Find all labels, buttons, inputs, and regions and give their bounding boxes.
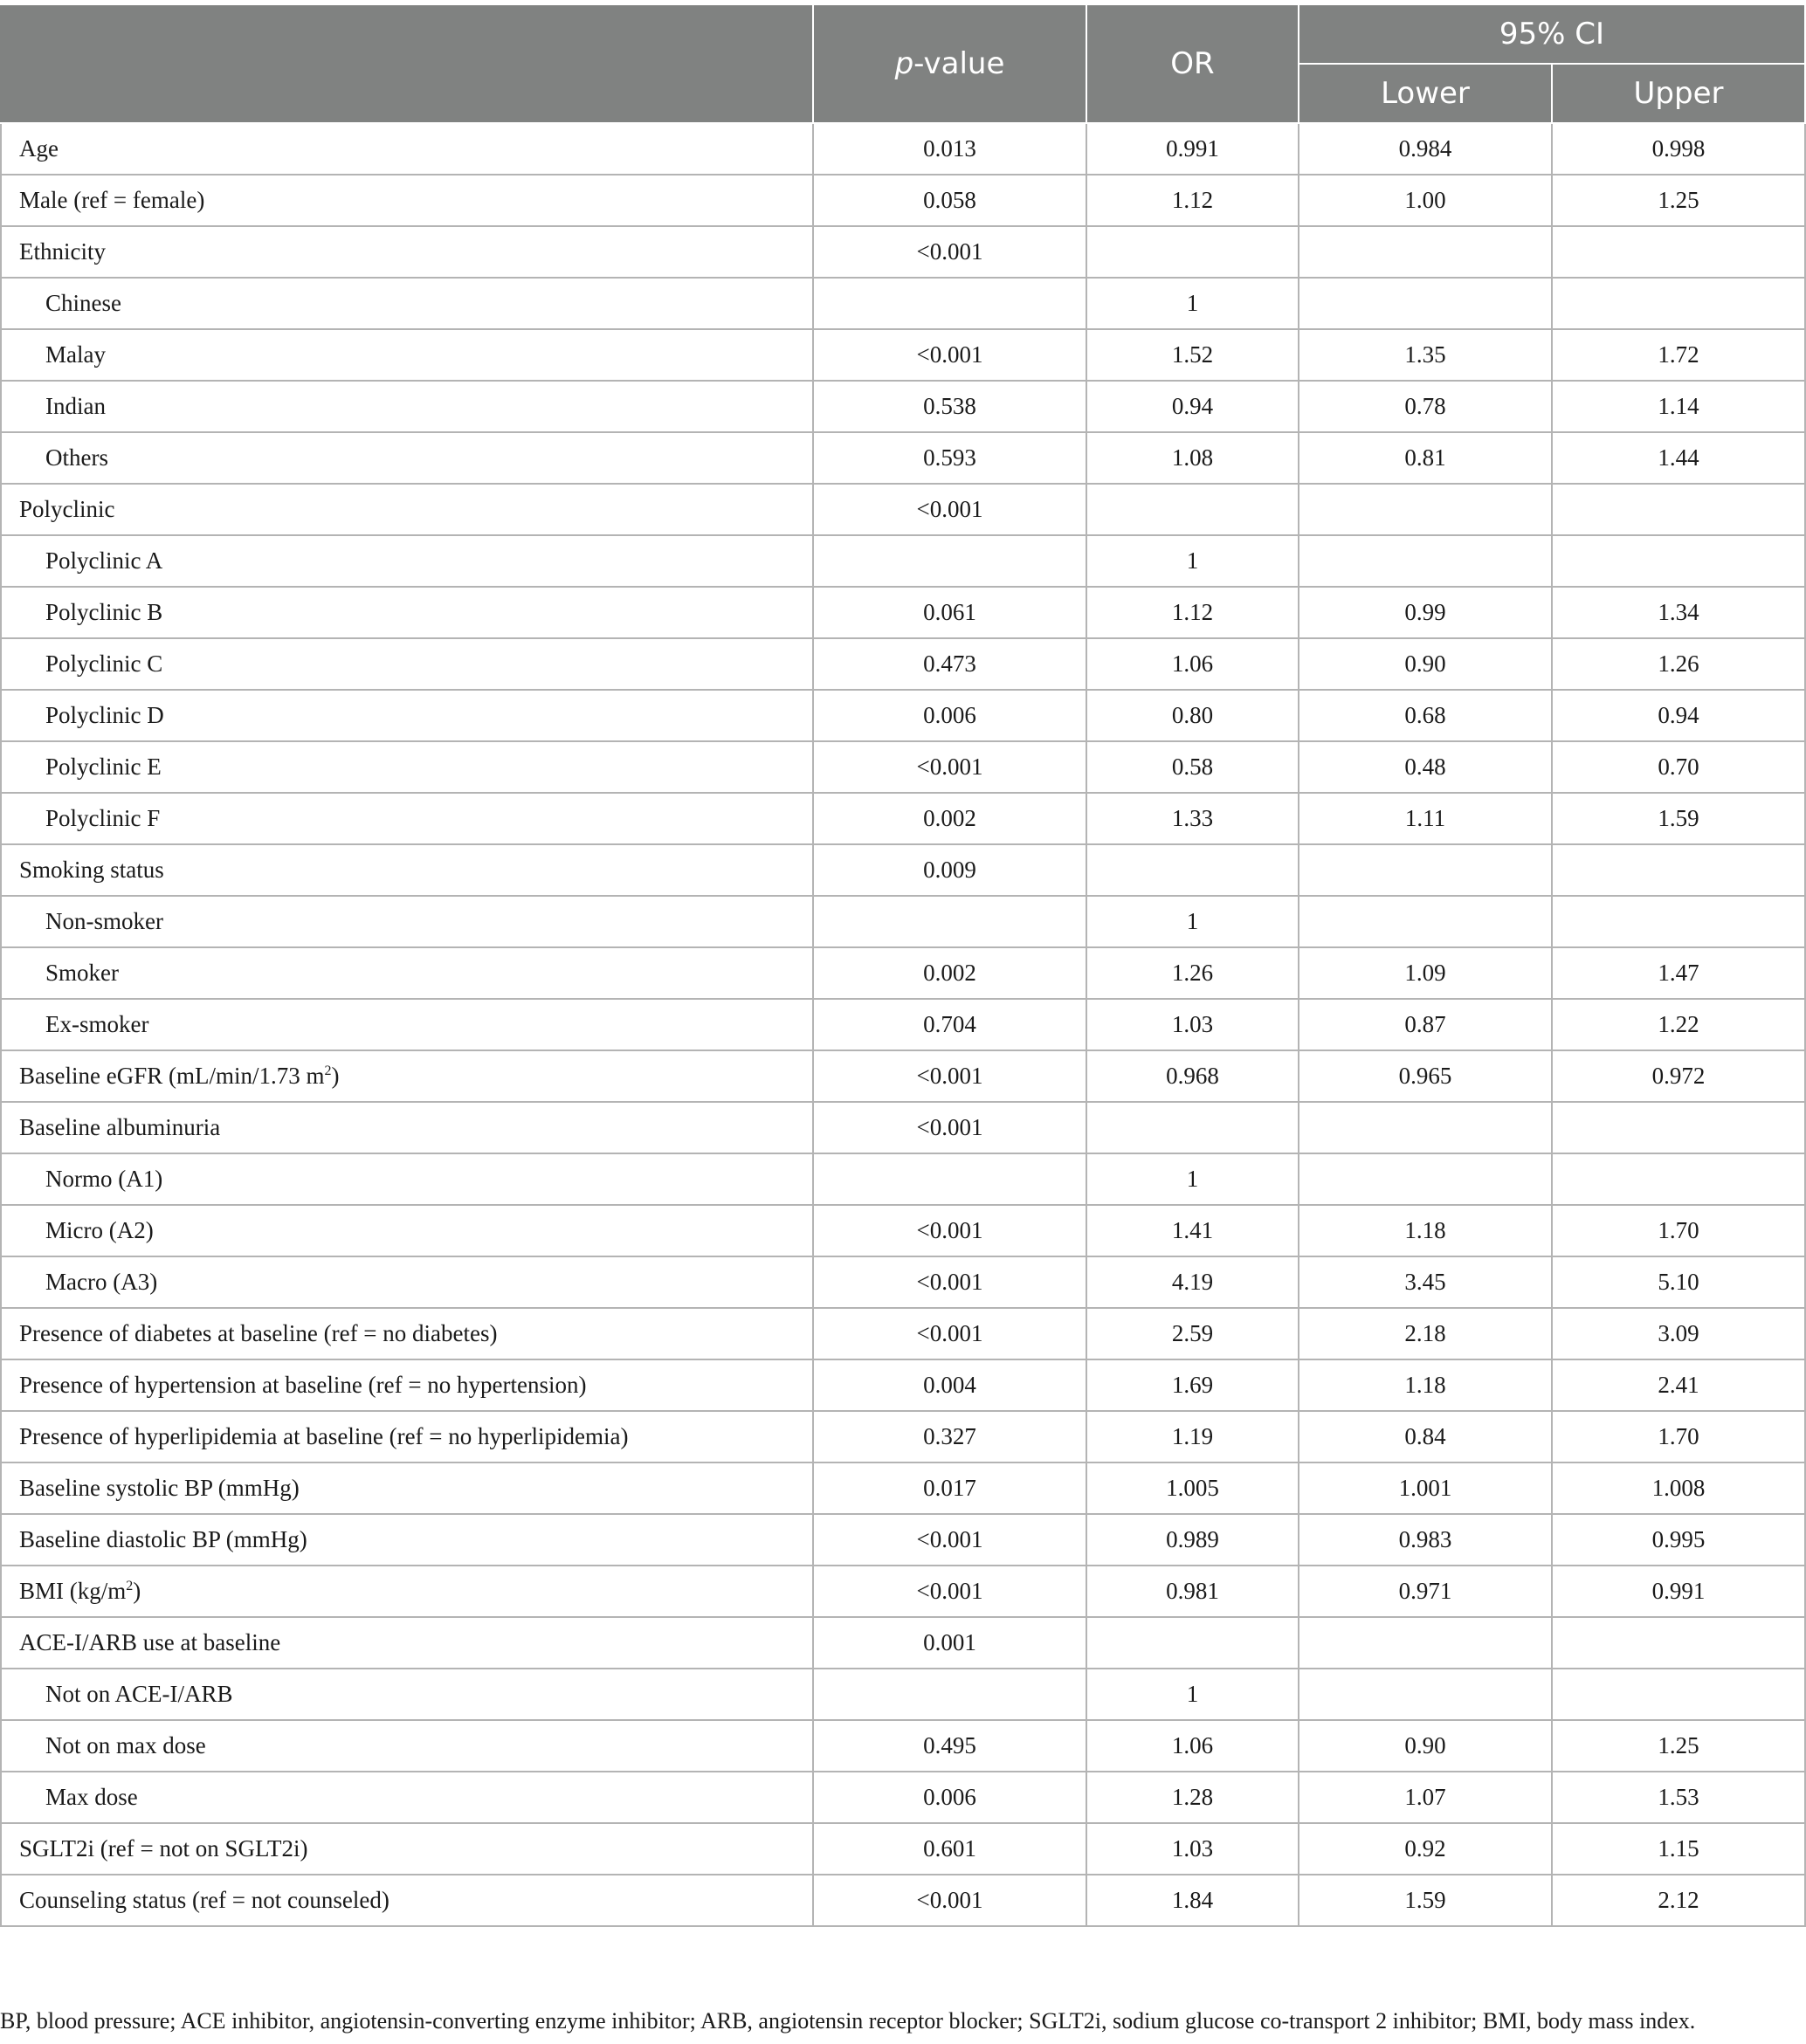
ci-upper-cell <box>1552 1102 1805 1153</box>
or-cell: 1.69 <box>1086 1359 1299 1411</box>
table-body <box>1 123 1805 1926</box>
ci-lower-cell <box>1299 484 1552 535</box>
p-value-cell: 0.473 <box>813 638 1086 690</box>
ci-upper-cell <box>1552 484 1805 535</box>
table-row <box>1 896 1805 947</box>
p-value-cell: 0.004 <box>813 1359 1086 1411</box>
ci-upper-cell: 1.47 <box>1552 947 1805 999</box>
or-cell <box>1086 844 1299 896</box>
p-value-cell: 0.058 <box>813 175 1086 226</box>
row-label-text: Baseline systolic BP (mmHg) <box>19 1475 300 1501</box>
row-label-text: Max dose <box>45 1784 138 1810</box>
row-label-text: Polyclinic A <box>45 547 163 574</box>
ci-upper-cell: 1.15 <box>1552 1823 1805 1875</box>
p-value-cell: 0.593 <box>813 432 1086 484</box>
ci-upper-cell: 1.14 <box>1552 381 1805 432</box>
ci-lower-cell: 0.68 <box>1299 690 1552 741</box>
ci-upper-cell: 0.70 <box>1552 741 1805 793</box>
ci-lower-cell: 1.001 <box>1299 1462 1552 1514</box>
table-row <box>1 1359 1805 1411</box>
row-label <box>1 535 813 587</box>
row-label-text: ACE-I/ARB use at baseline <box>19 1629 281 1655</box>
row-label-text: Ethnicity <box>19 238 106 265</box>
table-row <box>1 999 1805 1050</box>
row-label-text: Age <box>19 135 59 162</box>
ci-lower-cell: 3.45 <box>1299 1256 1552 1308</box>
or-cell: 0.94 <box>1086 381 1299 432</box>
or-cell: 1.19 <box>1086 1411 1299 1462</box>
row-label-text: Chinese <box>45 290 121 316</box>
p-value-cell: 0.017 <box>813 1462 1086 1514</box>
or-cell: 1.06 <box>1086 638 1299 690</box>
ci-upper-cell: 1.26 <box>1552 638 1805 690</box>
table-row <box>1 741 1805 793</box>
ci-upper-cell: 1.34 <box>1552 587 1805 638</box>
row-label <box>1 1256 813 1308</box>
table-row <box>1 535 1805 587</box>
table-row <box>1 1462 1805 1514</box>
p-value-cell: 0.601 <box>813 1823 1086 1875</box>
ci-lower-cell: 0.92 <box>1299 1823 1552 1875</box>
p-value-cell: 0.495 <box>813 1720 1086 1772</box>
row-label-tail: ) <box>331 1063 340 1089</box>
ci-upper-cell: 1.70 <box>1552 1411 1805 1462</box>
or-cell: 1.005 <box>1086 1462 1299 1514</box>
p-value-cell: <0.001 <box>813 741 1086 793</box>
row-label-text: Polyclinic D <box>45 702 164 728</box>
ci-upper-cell: 1.25 <box>1552 175 1805 226</box>
row-label <box>1 1102 813 1153</box>
p-value-cell: <0.001 <box>813 329 1086 381</box>
or-cell: 1.84 <box>1086 1875 1299 1926</box>
ci-upper-cell <box>1552 278 1805 329</box>
table-row <box>1 381 1805 432</box>
table-row <box>1 690 1805 741</box>
row-label <box>1 1462 813 1514</box>
p-value-cell <box>813 1153 1086 1205</box>
table-row <box>1 278 1805 329</box>
or-cell: 1.26 <box>1086 947 1299 999</box>
ci-lower-cell <box>1299 1102 1552 1153</box>
row-label-text: Micro (A2) <box>45 1217 154 1243</box>
header-p-value <box>813 4 1086 123</box>
ci-upper-cell <box>1552 226 1805 278</box>
or-cell: 1 <box>1086 896 1299 947</box>
p-value-cell: <0.001 <box>813 1308 1086 1359</box>
p-value-cell: <0.001 <box>813 484 1086 535</box>
row-label <box>1 432 813 484</box>
row-label <box>1 381 813 432</box>
row-label <box>1 1411 813 1462</box>
or-cell: 1.08 <box>1086 432 1299 484</box>
ci-lower-cell: 0.48 <box>1299 741 1552 793</box>
table-row <box>1 484 1805 535</box>
or-cell: 1.06 <box>1086 1720 1299 1772</box>
ci-lower-cell: 1.09 <box>1299 947 1552 999</box>
p-value-cell: 0.538 <box>813 381 1086 432</box>
row-label <box>1 175 813 226</box>
p-value-cell: <0.001 <box>813 1205 1086 1256</box>
p-value-cell: 0.006 <box>813 1772 1086 1823</box>
row-label-text: Not on max dose <box>45 1732 206 1758</box>
row-label <box>1 896 813 947</box>
ci-upper-cell: 1.008 <box>1552 1462 1805 1514</box>
row-label-text: BMI (kg/m <box>19 1578 127 1604</box>
ci-upper-cell: 0.94 <box>1552 690 1805 741</box>
table-row <box>1 1720 1805 1772</box>
row-label <box>1 741 813 793</box>
row-label <box>1 1823 813 1875</box>
row-label <box>1 1772 813 1823</box>
header-blank-cell <box>1 4 813 123</box>
row-label-text: Smoking status <box>19 857 164 883</box>
or-cell <box>1086 484 1299 535</box>
results-table-container <box>0 3 1804 1927</box>
row-label <box>1 1617 813 1669</box>
or-cell <box>1086 1617 1299 1669</box>
row-label-text: Baseline diastolic BP (mmHg) <box>19 1526 307 1552</box>
ci-lower-cell <box>1299 896 1552 947</box>
row-label <box>1 123 813 175</box>
table-header <box>1 4 1805 123</box>
table-footnote: BP, blood pressure; ACE inhibitor, angiotensin-converting enzyme inhibitor; ARB, angiotensin receptor blocker; SGLT2i, sodium glucose co-transport 2 inhibitor; BMI, body mass index. <box>0 2008 1696 2034</box>
row-label <box>1 1153 813 1205</box>
ci-lower-cell: 0.965 <box>1299 1050 1552 1102</box>
table-row <box>1 1308 1805 1359</box>
row-label-text: Normo (A1) <box>45 1166 163 1192</box>
header-p-rest: -value <box>913 46 1005 81</box>
row-label-text: Polyclinic F <box>45 805 161 831</box>
table-row <box>1 1411 1805 1462</box>
row-label-superscript: 2 <box>324 1063 332 1078</box>
ci-lower-cell: 0.971 <box>1299 1566 1552 1617</box>
ci-lower-cell: 1.00 <box>1299 175 1552 226</box>
ci-upper-cell: 1.53 <box>1552 1772 1805 1823</box>
header-upper: Upper <box>1552 64 1805 123</box>
or-cell: 2.59 <box>1086 1308 1299 1359</box>
row-label <box>1 793 813 844</box>
ci-upper-cell: 0.998 <box>1552 123 1805 175</box>
or-cell: 1 <box>1086 1669 1299 1720</box>
ci-lower-cell: 1.07 <box>1299 1772 1552 1823</box>
ci-lower-cell: 0.90 <box>1299 638 1552 690</box>
ci-lower-cell: 1.18 <box>1299 1205 1552 1256</box>
or-cell: 1 <box>1086 1153 1299 1205</box>
ci-lower-cell: 0.90 <box>1299 1720 1552 1772</box>
header-lower: Lower <box>1299 64 1552 123</box>
ci-lower-cell: 1.11 <box>1299 793 1552 844</box>
table-row <box>1 1875 1805 1926</box>
row-label-text: Polyclinic <box>19 496 115 522</box>
or-cell: 4.19 <box>1086 1256 1299 1308</box>
or-cell: 0.991 <box>1086 123 1299 175</box>
row-label <box>1 484 813 535</box>
ci-upper-cell: 1.44 <box>1552 432 1805 484</box>
or-cell: 1.28 <box>1086 1772 1299 1823</box>
ci-upper-cell: 1.22 <box>1552 999 1805 1050</box>
p-value-cell: 0.001 <box>813 1617 1086 1669</box>
ci-lower-cell <box>1299 535 1552 587</box>
row-label <box>1 947 813 999</box>
ci-lower-cell: 2.18 <box>1299 1308 1552 1359</box>
row-label <box>1 226 813 278</box>
row-label-superscript: 2 <box>126 1579 134 1593</box>
p-value-cell: 0.704 <box>813 999 1086 1050</box>
ci-upper-cell <box>1552 896 1805 947</box>
ci-upper-cell <box>1552 535 1805 587</box>
ci-lower-cell: 0.99 <box>1299 587 1552 638</box>
table-row <box>1 1514 1805 1566</box>
row-label <box>1 999 813 1050</box>
p-value-cell: 0.006 <box>813 690 1086 741</box>
row-label <box>1 1514 813 1566</box>
table-row <box>1 1153 1805 1205</box>
ci-upper-cell: 0.972 <box>1552 1050 1805 1102</box>
row-label-text: Smoker <box>45 960 119 986</box>
ci-lower-cell <box>1299 844 1552 896</box>
p-value-cell: <0.001 <box>813 1566 1086 1617</box>
table-row <box>1 793 1805 844</box>
ci-upper-cell <box>1552 1617 1805 1669</box>
table-row <box>1 1823 1805 1875</box>
row-label <box>1 844 813 896</box>
row-label-text: Not on ACE-I/ARB <box>45 1681 233 1707</box>
or-cell: 1.41 <box>1086 1205 1299 1256</box>
row-label <box>1 587 813 638</box>
p-value-cell: <0.001 <box>813 1875 1086 1926</box>
row-label-tail: ) <box>133 1578 141 1604</box>
p-value-cell <box>813 1669 1086 1720</box>
row-label <box>1 1720 813 1772</box>
or-cell <box>1086 226 1299 278</box>
table-row <box>1 587 1805 638</box>
p-value-cell: <0.001 <box>813 1256 1086 1308</box>
row-label-text: Ex-smoker <box>45 1011 149 1037</box>
ci-upper-cell: 1.70 <box>1552 1205 1805 1256</box>
p-value-cell: 0.009 <box>813 844 1086 896</box>
or-cell: 1 <box>1086 535 1299 587</box>
table-row <box>1 947 1805 999</box>
or-cell: 0.989 <box>1086 1514 1299 1566</box>
ci-lower-cell <box>1299 226 1552 278</box>
or-cell: 1.03 <box>1086 1823 1299 1875</box>
odds-ratio-table <box>0 3 1806 1927</box>
ci-upper-cell <box>1552 844 1805 896</box>
row-label-text: Others <box>45 444 108 471</box>
ci-upper-cell: 0.995 <box>1552 1514 1805 1566</box>
row-label <box>1 329 813 381</box>
ci-lower-cell: 0.81 <box>1299 432 1552 484</box>
header-95-ci: 95% CI <box>1299 4 1805 64</box>
ci-upper-cell: 3.09 <box>1552 1308 1805 1359</box>
row-label <box>1 1875 813 1926</box>
row-label-text: Counseling status (ref = not counseled) <box>19 1887 389 1913</box>
ci-lower-cell: 1.18 <box>1299 1359 1552 1411</box>
row-label-text: Polyclinic B <box>45 599 163 625</box>
row-label <box>1 1308 813 1359</box>
table-row <box>1 1102 1805 1153</box>
row-label-text: Polyclinic E <box>45 754 162 780</box>
ci-lower-cell: 0.78 <box>1299 381 1552 432</box>
p-value-cell: <0.001 <box>813 1514 1086 1566</box>
or-cell: 0.981 <box>1086 1566 1299 1617</box>
row-label-text: Baseline albuminuria <box>19 1114 221 1140</box>
table-row <box>1 432 1805 484</box>
table-row <box>1 329 1805 381</box>
ci-upper-cell: 5.10 <box>1552 1256 1805 1308</box>
p-value-cell: <0.001 <box>813 226 1086 278</box>
table-row <box>1 175 1805 226</box>
table-row <box>1 1256 1805 1308</box>
row-label <box>1 1669 813 1720</box>
or-cell: 1.12 <box>1086 587 1299 638</box>
ci-lower-cell: 0.84 <box>1299 1411 1552 1462</box>
row-label-text: SGLT2i (ref = not on SGLT2i) <box>19 1835 308 1862</box>
ci-upper-cell <box>1552 1669 1805 1720</box>
row-label-text: Presence of hyperlipidemia at baseline (ref = no hyperlipidemia) <box>19 1423 629 1449</box>
table-row <box>1 1617 1805 1669</box>
ci-lower-cell <box>1299 278 1552 329</box>
row-label <box>1 638 813 690</box>
table-row <box>1 844 1805 896</box>
ci-lower-cell <box>1299 1617 1552 1669</box>
ci-upper-cell: 1.59 <box>1552 793 1805 844</box>
row-label-text: Malay <box>45 341 106 368</box>
row-label-text: Non-smoker <box>45 908 163 934</box>
or-cell: 1.33 <box>1086 793 1299 844</box>
or-cell: 0.80 <box>1086 690 1299 741</box>
row-label <box>1 1566 813 1617</box>
ci-lower-cell: 1.59 <box>1299 1875 1552 1926</box>
p-value-cell <box>813 278 1086 329</box>
ci-upper-cell: 1.72 <box>1552 329 1805 381</box>
table-row <box>1 1566 1805 1617</box>
table-row <box>1 1772 1805 1823</box>
ci-upper-cell: 2.12 <box>1552 1875 1805 1926</box>
row-label-text: Macro (A3) <box>45 1269 158 1295</box>
ci-upper-cell: 0.991 <box>1552 1566 1805 1617</box>
ci-upper-cell <box>1552 1153 1805 1205</box>
row-label <box>1 1205 813 1256</box>
row-label-text: Presence of diabetes at baseline (ref = no diabetes) <box>19 1320 498 1346</box>
table-row <box>1 226 1805 278</box>
or-cell: 1.52 <box>1086 329 1299 381</box>
p-value-cell: 0.002 <box>813 947 1086 999</box>
p-value-cell: <0.001 <box>813 1050 1086 1102</box>
row-label <box>1 1359 813 1411</box>
row-label-text: Male (ref = female) <box>19 187 205 213</box>
or-cell: 1.12 <box>1086 175 1299 226</box>
ci-lower-cell <box>1299 1669 1552 1720</box>
p-value-cell: <0.001 <box>813 1102 1086 1153</box>
table-row <box>1 123 1805 175</box>
ci-upper-cell: 1.25 <box>1552 1720 1805 1772</box>
row-label-text: Polyclinic C <box>45 650 163 677</box>
or-cell: 1 <box>1086 278 1299 329</box>
row-label <box>1 1050 813 1102</box>
p-value-cell: 0.002 <box>813 793 1086 844</box>
p-value-cell: 0.327 <box>813 1411 1086 1462</box>
ci-lower-cell <box>1299 1153 1552 1205</box>
row-label-text: Baseline eGFR (mL/min/1.73 m <box>19 1063 325 1089</box>
or-cell: 0.968 <box>1086 1050 1299 1102</box>
ci-lower-cell: 0.87 <box>1299 999 1552 1050</box>
row-label <box>1 278 813 329</box>
ci-lower-cell: 0.983 <box>1299 1514 1552 1566</box>
table-row <box>1 638 1805 690</box>
row-label-text: Presence of hypertension at baseline (ref = no hypertension) <box>19 1372 587 1398</box>
header-or: OR <box>1086 4 1299 123</box>
or-cell: 0.58 <box>1086 741 1299 793</box>
table-row <box>1 1669 1805 1720</box>
p-value-cell <box>813 896 1086 947</box>
ci-upper-cell: 2.41 <box>1552 1359 1805 1411</box>
p-value-cell <box>813 535 1086 587</box>
or-cell: 1.03 <box>1086 999 1299 1050</box>
ci-lower-cell: 1.35 <box>1299 329 1552 381</box>
table-row <box>1 1050 1805 1102</box>
row-label <box>1 690 813 741</box>
header-p-italic: p <box>894 46 914 81</box>
row-label-text: Indian <box>45 393 106 419</box>
table-row <box>1 1205 1805 1256</box>
p-value-cell: 0.061 <box>813 587 1086 638</box>
p-value-cell: 0.013 <box>813 123 1086 175</box>
ci-lower-cell: 0.984 <box>1299 123 1552 175</box>
or-cell <box>1086 1102 1299 1153</box>
